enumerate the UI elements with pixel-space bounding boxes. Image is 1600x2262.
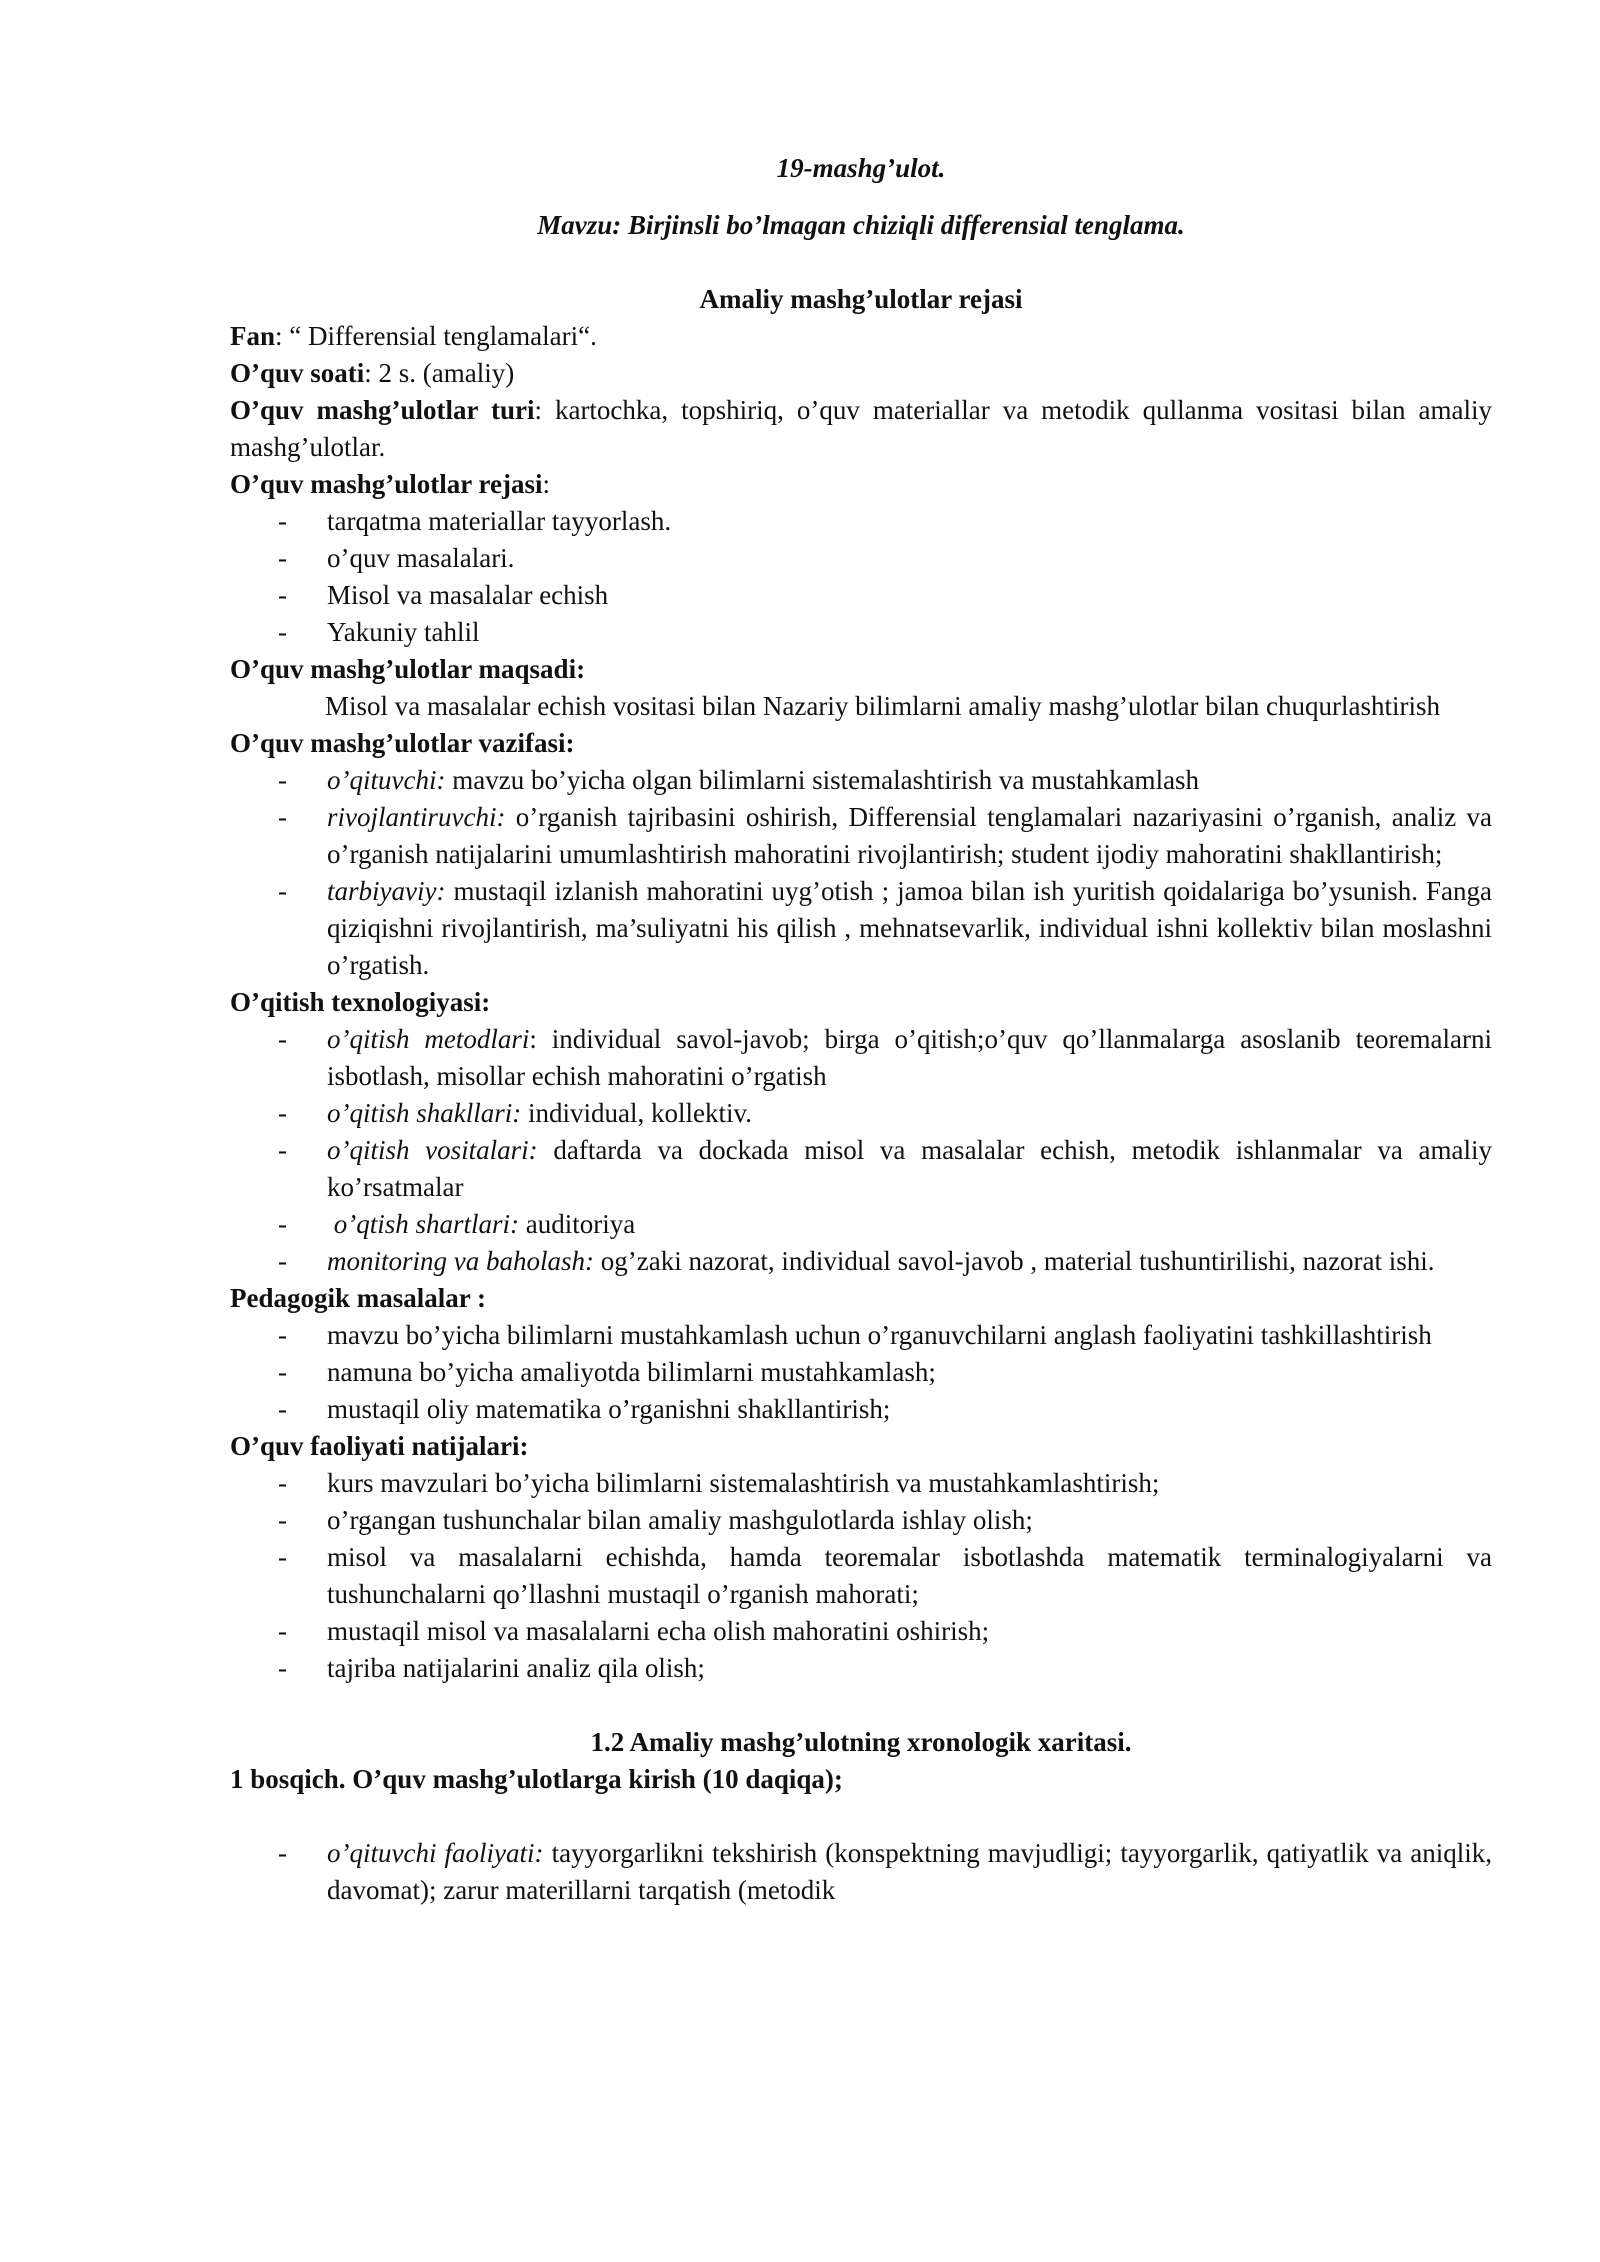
results-list (230, 1465, 1492, 1687)
plan-colon: : (542, 469, 551, 499)
plan-list (230, 503, 1492, 651)
task-text: mavzu bo’yicha olgan bilimlarni sistemalashtirish va mustahkamlash (445, 765, 1200, 795)
list-item: - kurs mavzulari bo’yicha bilimlarni sistemalashtirish va mustahkamlashtirish; (230, 1465, 1492, 1502)
list-item (230, 1835, 1492, 1909)
ped-heading: Pedagogik masalalar : (230, 1283, 486, 1313)
tech-list (230, 1021, 1492, 1280)
hours-line (230, 355, 1492, 392)
tech-text: daftarda va dockada misol va masalalar echish, metodik ishlanmalar va amaliy ko’rsatmalar (327, 1135, 1492, 1202)
stage-term: o’qituvchi faoliyati: (327, 1838, 544, 1868)
document-content (230, 150, 1492, 1909)
list-item (230, 1132, 1492, 1206)
list-item (230, 762, 1492, 799)
list-item: - mavzu bo’yicha bilimlarni mustahkamlash uchun o’rganuvchilarni anglash faoliyatini tashkillashtirish (230, 1317, 1492, 1354)
list-item: - namuna bo’yicha amaliyotda bilimlarni mustahkamlash; (230, 1354, 1492, 1391)
list-item: - Misol va masalalar echish (230, 577, 1492, 614)
tasks-list (230, 762, 1492, 984)
type-line (230, 392, 1492, 466)
list-item (230, 799, 1492, 873)
tech-term: monitoring va baholash: (327, 1246, 594, 1276)
plan-line (230, 466, 1492, 503)
chrono-heading: 1.2 Amaliy mashg’ulotning xronologik xaritasi. (590, 1727, 1132, 1757)
tech-text: og’zaki nazorat, individual savol-javob , material tushuntirilishi, nazorat ishi. (594, 1246, 1435, 1276)
task-text: o’rganish tajribasini oshirish, Differensial tenglamalari nazariyasini o’rganish, analiz va o’rganish natijalarini umumlashtirish mahoratini rivojlantirish; student ijodiy mahoratini shakllantirish; (327, 802, 1492, 869)
tech-text: : individual savol-javob; birga o’qitish;o’quv qo’llanmalarga asoslanib teoremalarni isbotlash, misollar echish mahoratini o’rgatish (327, 1024, 1493, 1091)
goal-heading: O’quv mashg’ulotlar maqsadi: (230, 654, 586, 684)
plan-label: O’quv mashg’ulotlar rejasi (230, 469, 543, 499)
lesson-topic: Mavzu: Birjinsli bo’lmagan chiziqli differensial tenglama. (537, 210, 1185, 240)
type-label: O’quv mashg’ulotlar turi (230, 395, 535, 425)
list-item: - mustaqil misol va masalalarni echa olish mahoratini oshirish; (230, 1613, 1492, 1650)
list-item (230, 873, 1492, 984)
tech-text: individual, kollektiv. (521, 1098, 752, 1128)
hours-value: : 2 s. (amaliy) (364, 358, 515, 388)
list-item: - tarqatma materiallar tayyorlash. (230, 503, 1492, 540)
plan-heading: Amaliy mashg’ulotlar rejasi (699, 284, 1023, 314)
stage-text: tayyorgarlikni tekshirish (konspektning mavjudligi; tayyorgarlik, qatiyatlik va aniqlik, davomat); zarur materillarni tarqatish (metodik (327, 1838, 1492, 1905)
type-value: : kartochka, topshiriq, o’quv materiallar va metodik qullanma vositasi bilan amaliy mashg’ulotlar. (230, 395, 1492, 462)
tech-term: o’qtish shartlari: (327, 1209, 520, 1239)
results-heading: O’quv faoliyati natijalari: (230, 1431, 529, 1461)
list-item (230, 1243, 1492, 1280)
task-text: mustaqil izlanish mahoratini uyg’otish ; jamoa bilan ish yuritish qoidalariga bo’ysunish. Fanga qiziqishni rivojlantirish, ma’suliyatni his qilish , mehnatsevarlik, individual ishni kollektiv bilan moslashni o’rgatish. (327, 876, 1492, 980)
fan-line (230, 318, 1492, 355)
goal-text: Misol va masalalar echish vositasi bilan Nazariy bilimlarni amaliy mashg’ulotlar bilan chuqurlashtirish (325, 691, 1440, 721)
tasks-heading: O’quv mashg’ulotlar vazifasi: (230, 728, 575, 758)
lesson-number: 19-mashg’ulot. (776, 153, 946, 183)
list-item: - misol va masalalarni echishda, hamda teoremalar isbotlashda matematik terminalogiyalarni va tushunchalarni qo’llashni mustaqil o’rganish mahorati; (230, 1539, 1492, 1613)
list-item: - tajriba natijalarini analiz qila olish; (230, 1650, 1492, 1687)
tech-term: o’qitish vositalari: (327, 1135, 538, 1165)
tech-term: o’qitish metodlari (327, 1024, 530, 1054)
tech-heading: O’qitish texnologiyasi: (230, 987, 491, 1017)
list-item: - o’rgangan tushunchalar bilan amaliy mashgulotlarda ishlay olish; (230, 1502, 1492, 1539)
task-term: rivojlantiruvchi: (327, 802, 506, 832)
tech-text: auditoriya (519, 1209, 636, 1239)
tech-term: o’qitish shakllari: (327, 1098, 522, 1128)
spacer (230, 1687, 1492, 1724)
stage1-list (230, 1835, 1492, 1909)
list-item (230, 1095, 1492, 1132)
ped-list (230, 1317, 1492, 1428)
list-item (230, 1021, 1492, 1095)
hours-label: O’quv soati (230, 358, 365, 388)
list-item: - Yakuniy tahlil (230, 614, 1492, 651)
list-item: - o’quv masalalari. (230, 540, 1492, 577)
task-term: o’qituvchi: (327, 765, 446, 795)
fan-value: : “ Differensial tenglamalari“. (275, 321, 597, 351)
spacer (230, 1798, 1492, 1835)
list-item: - mustaqil oliy matematika o’rganishni shakllantirish; (230, 1391, 1492, 1428)
list-item (230, 1206, 1492, 1243)
stage1-heading: 1 bosqich. O’quv mashg’ulotlarga kirish (10 daqiqa); (230, 1764, 843, 1794)
task-term: tarbiyaviy: (327, 876, 446, 906)
fan-label: Fan (230, 321, 276, 351)
